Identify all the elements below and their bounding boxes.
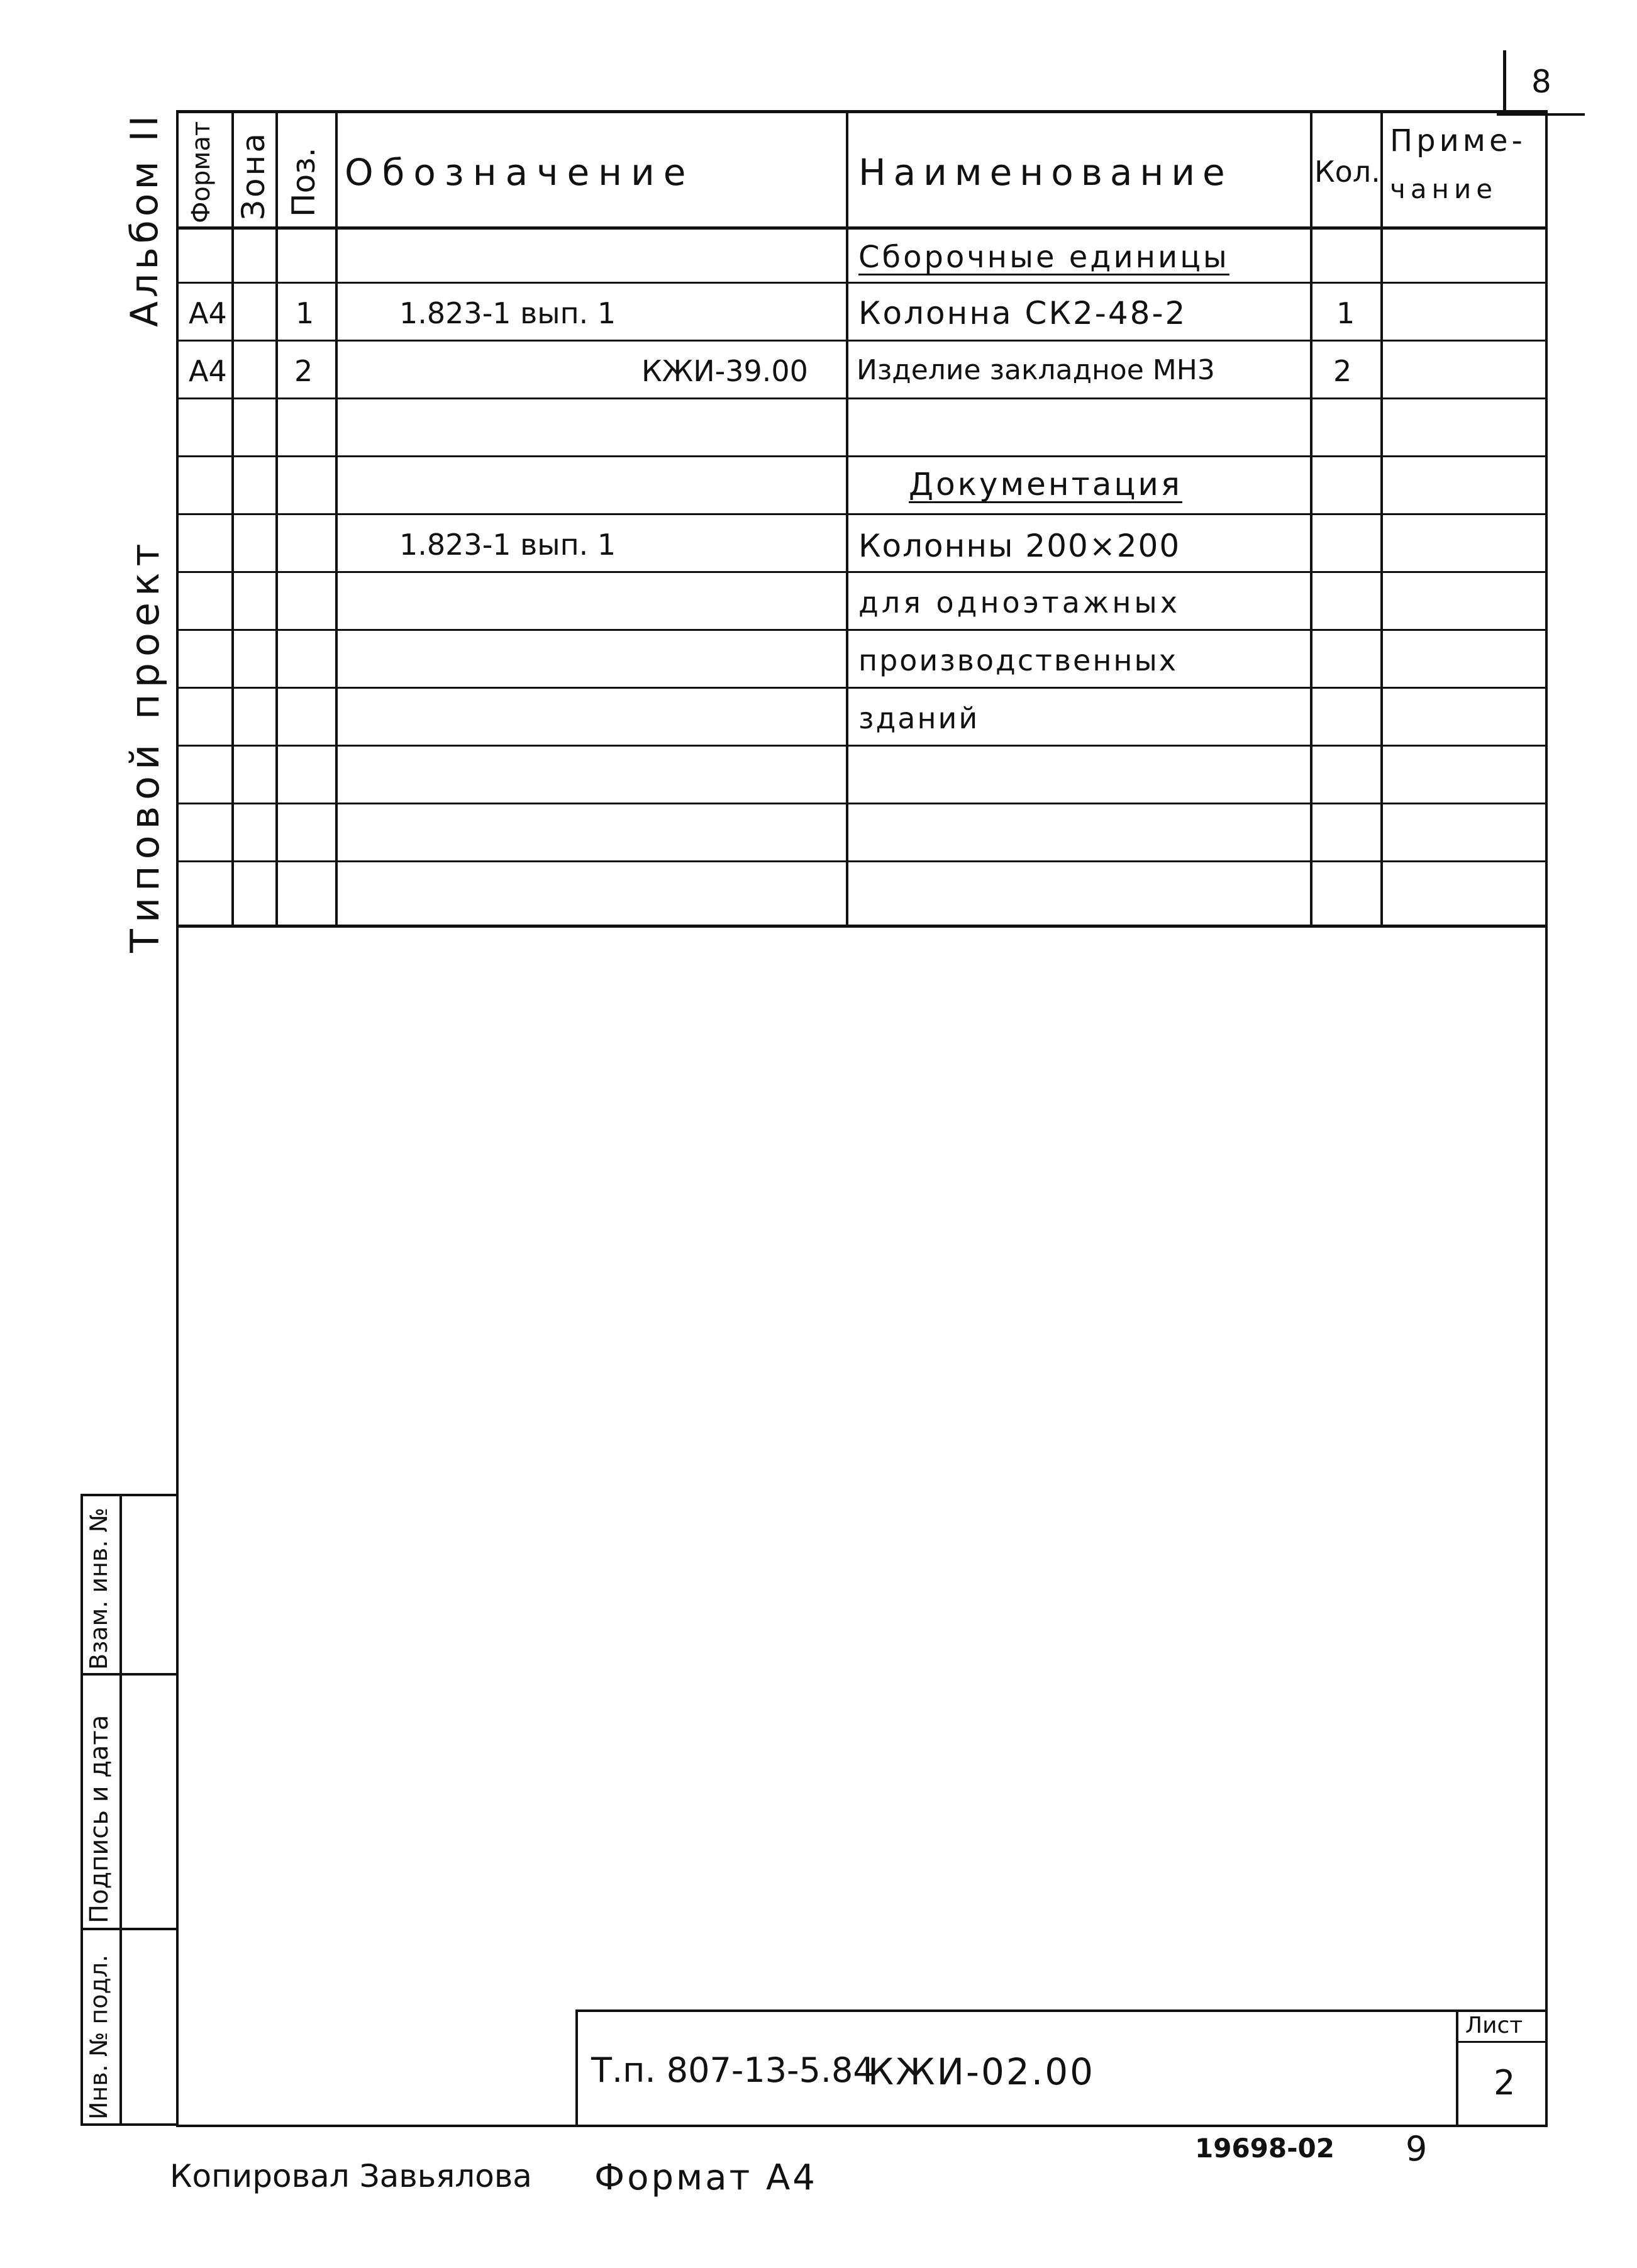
header-note-line1: Приме- [1390, 123, 1526, 158]
archive-number: 19698-02 [1195, 2133, 1335, 2164]
title-doc: КЖИ-02.00 [868, 2050, 1096, 2093]
sheet-value: 2 [1494, 2063, 1516, 2103]
table-row-pos: 2 [294, 354, 313, 388]
table-row-designation: 1.823-1 вып. 1 [399, 296, 616, 330]
stamp-signature-date: Подпись и дата [85, 1715, 114, 1923]
top-sheet-number: 8 [1531, 64, 1551, 100]
page-number: 9 [1406, 2129, 1428, 2169]
table-row-designation: 1.823-1 вып. 1 [399, 528, 616, 562]
section-title-assemblies: Сборочные единицы [858, 240, 1229, 275]
header-format: Формат [187, 121, 216, 223]
table-row-designation: КЖИ-39.00 [641, 354, 808, 388]
table-row-name: Колонна СК2-48-2 [858, 295, 1187, 331]
table-row-name: для одноэтажных [858, 586, 1180, 620]
project-label: Типовой проект [122, 537, 168, 953]
section-title-documentation: Документация [909, 466, 1182, 503]
table-row-name: Колонны 200×200 [858, 528, 1181, 564]
table-row-name: зданий [858, 701, 980, 735]
table-row-format: А4 [189, 296, 227, 330]
table-row-name: Изделие закладное МН3 [857, 354, 1215, 386]
header-designation: Обозначение [345, 151, 695, 194]
title-code: Т.п. 807-13-5.84 [591, 2050, 875, 2090]
copied-by: Копировал Завьялова [170, 2158, 532, 2194]
header-pos: Поз. [286, 147, 322, 217]
table-row-qty: 2 [1333, 354, 1352, 388]
sheet-label: Лист [1465, 2013, 1523, 2038]
stamp-vzam-inv: Взам. инв. № [85, 1507, 113, 1670]
album-label: Альбом II [123, 111, 167, 327]
header-note-line2: чание [1390, 174, 1498, 204]
header-name: Наименование [858, 151, 1233, 194]
format-label: Формат А4 [594, 2157, 818, 2198]
stamp-inv-podl: Инв. № подл. [85, 1954, 113, 2120]
table-row-name: производственных [858, 643, 1179, 677]
table-row-qty: 1 [1336, 296, 1355, 330]
table-row-pos: 1 [296, 296, 314, 330]
table-row-format: А4 [189, 354, 227, 388]
header-zone: Зона [235, 131, 272, 220]
header-qty: Кол. [1314, 155, 1380, 189]
